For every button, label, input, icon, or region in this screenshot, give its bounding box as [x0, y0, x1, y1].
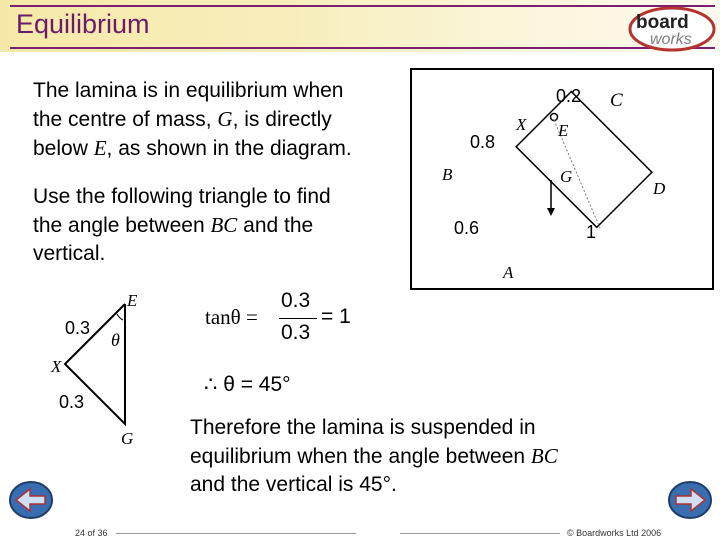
intro-line-2	[33, 105, 352, 134]
intro-line-2-a: the centre of mass,	[33, 108, 218, 131]
fraction-bar	[279, 318, 317, 319]
conclusion-line-1: Therefore the lamina is suspended in	[190, 416, 536, 439]
triangle-diagram	[45, 288, 165, 448]
tan-numerator: 0.3	[281, 289, 311, 312]
tri-label-g: G	[121, 429, 134, 448]
footer-rule-left	[116, 533, 356, 534]
label-0-2: 0.2	[556, 86, 582, 106]
label-0-6: 0.6	[454, 218, 480, 238]
intro-line-3-a: below	[33, 137, 94, 160]
tan-lhs: tanθ =	[205, 305, 258, 329]
footer-rule-right	[400, 533, 560, 534]
lamina-diagram	[410, 68, 715, 290]
tan-equation	[205, 289, 365, 349]
var-bc-2: BC	[530, 444, 558, 468]
suspension-point	[551, 114, 558, 121]
label-c: C	[610, 90, 623, 111]
task-line-2-a: the angle between	[33, 214, 211, 237]
boardworks-logo	[626, 4, 716, 52]
intro-line-1: The lamina is in equilibrium when	[33, 79, 344, 102]
label-e: E	[558, 121, 569, 140]
task-line-1: Use the following triangle to find	[33, 185, 331, 208]
page-title: Equilibrium	[16, 9, 150, 39]
intro-line-3	[33, 134, 352, 163]
label-g: G	[560, 167, 573, 186]
label-1: 1	[586, 222, 597, 242]
var-g: G	[217, 107, 233, 131]
tri-label-0-3-b: 0.3	[59, 392, 85, 412]
label-a: A	[503, 263, 514, 282]
label-d: D	[653, 179, 666, 198]
task-line-3: vertical.	[33, 242, 106, 265]
task-paragraph	[33, 183, 331, 268]
svg-text:works: works	[650, 31, 692, 48]
tri-label-x: X	[51, 357, 62, 376]
next-button[interactable]	[667, 480, 713, 520]
conclusion-line-3: and the vertical is 45°.	[190, 473, 397, 496]
tan-rhs: = 1	[321, 305, 351, 328]
slide-counter: 24 of 36	[75, 528, 108, 538]
intro-paragraph	[33, 77, 352, 163]
angle-arc	[117, 314, 123, 320]
task-line-2-b: and the	[237, 214, 314, 237]
svg-text:board: board	[636, 12, 689, 33]
var-bc: BC	[210, 213, 238, 237]
task-line-2	[33, 211, 331, 240]
label-0-8: 0.8	[470, 132, 496, 152]
result-text: ∴ θ = 45°	[204, 373, 291, 396]
tri-label-e: E	[127, 291, 138, 310]
intro-line-2-b: , is directly	[232, 108, 332, 131]
conclusion-paragraph	[190, 414, 558, 499]
var-e: E	[93, 136, 107, 160]
tan-denominator: 0.3	[281, 321, 311, 344]
conclusion-line-2	[190, 442, 558, 471]
tri-label-0-3-a: 0.3	[65, 318, 91, 338]
label-x: X	[516, 115, 527, 134]
header-bar	[0, 0, 720, 52]
conclusion-line-2-a: equilibrium when the angle between	[190, 445, 531, 468]
tri-label-theta: θ	[111, 330, 120, 350]
previous-button[interactable]	[8, 480, 54, 520]
copyright-text: © Boardworks Ltd 2006	[567, 528, 662, 538]
label-b: B	[442, 165, 453, 184]
intro-line-3-b: , as shown in the diagram.	[106, 137, 352, 160]
